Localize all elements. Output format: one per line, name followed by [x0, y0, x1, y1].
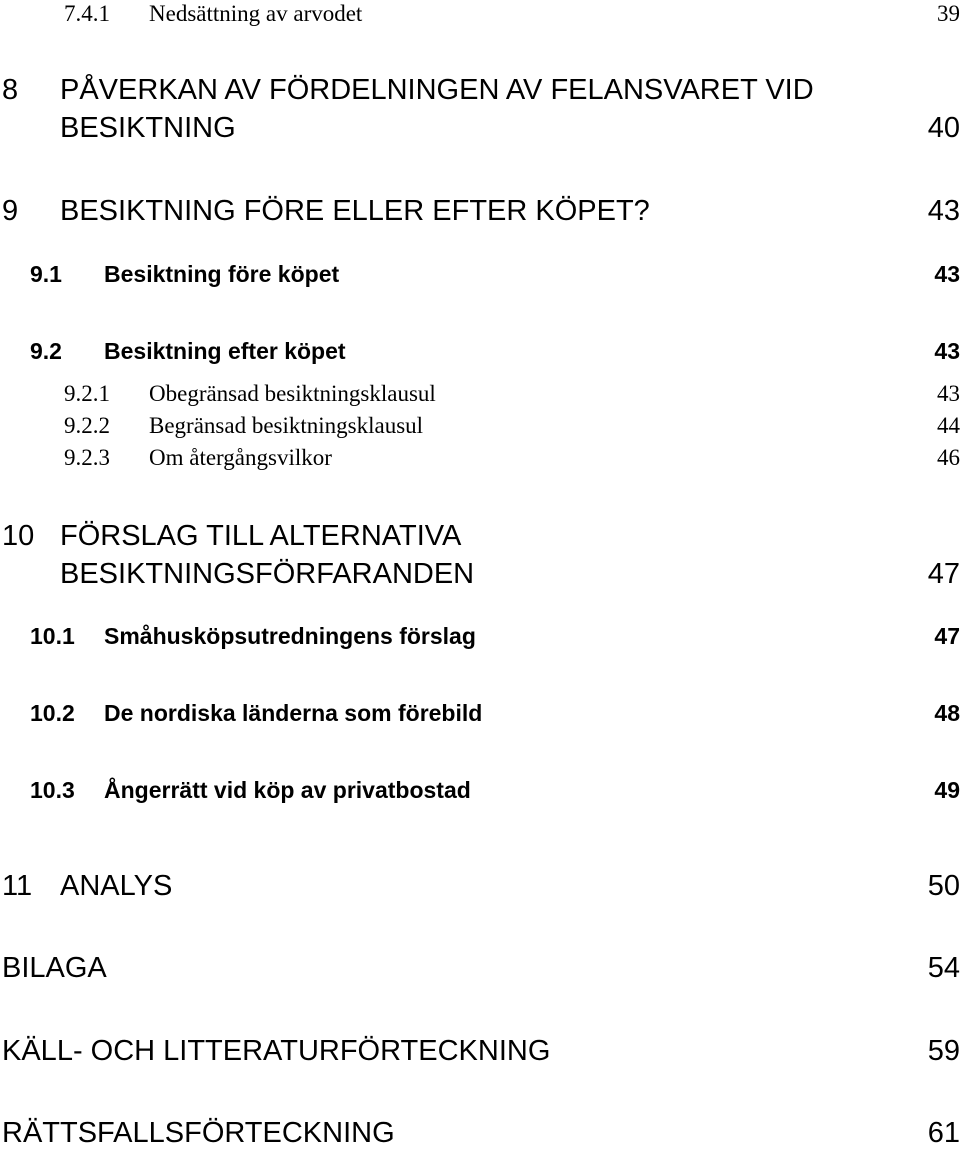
- toc-entry-number: 9.2.2: [64, 413, 110, 438]
- toc-entry-page: 43: [927, 195, 960, 227]
- toc-entry-page: 43: [934, 261, 960, 287]
- toc-entry-page: 50: [927, 870, 960, 902]
- toc-entry-title-line-1: PÅVERKAN AV FÖRDELNINGEN AV FELANSVARET VID: [60, 74, 814, 106]
- toc-entry-title: Begränsad besiktningsklausul: [149, 413, 424, 438]
- toc-entry-page: 40: [927, 112, 960, 144]
- toc-entry-title: Småhusköpsutredningens förslag: [104, 623, 476, 649]
- toc-entry-title: Obegränsad besiktningsklausul: [149, 381, 436, 406]
- toc-entry-title: Nedsättning av arvodet: [149, 1, 363, 26]
- toc-entry-page: 44: [937, 413, 960, 438]
- toc-entry-title: Ångerrätt vid köp av privatbostad: [104, 777, 471, 803]
- toc-entry-number: 9.2.1: [64, 381, 110, 406]
- toc-entry-number: 9.2: [30, 338, 62, 364]
- toc-entry-title: De nordiska länderna som förebild: [104, 700, 483, 726]
- toc-entry-title: KÄLL- OCH LITTERATURFÖRTECKNING: [2, 1035, 551, 1067]
- toc-entry-title: ANALYS: [60, 870, 173, 902]
- toc-entry-title: RÄTTSFALLSFÖRTECKNING: [2, 1117, 395, 1149]
- toc-entry-title: BESIKTNING FÖRE ELLER EFTER KÖPET?: [60, 195, 650, 227]
- toc-entry-page: 46: [937, 445, 960, 470]
- toc-entry-title-line-1: FÖRSLAG TILL ALTERNATIVA: [60, 520, 462, 552]
- toc-entry-number: 11: [2, 870, 33, 902]
- toc-entry-number: 10.1: [30, 623, 75, 649]
- toc-entry-page: 47: [934, 623, 960, 649]
- toc-entry-page: 61: [927, 1117, 960, 1149]
- toc-entry-page: 47: [927, 558, 960, 590]
- toc-entry-title: BILAGA: [2, 952, 107, 984]
- toc-entry-page: 48: [934, 700, 960, 726]
- toc-entry-title-line-2: BESIKTNING: [60, 112, 236, 144]
- toc-entry-number: 9.2.3: [64, 445, 110, 470]
- toc-entry-page: 49: [934, 777, 960, 803]
- toc-entry-number: 10: [2, 520, 35, 552]
- toc-entry-number: 9.1: [30, 261, 62, 287]
- toc-entry-number: 10.3: [30, 777, 75, 803]
- toc-entry-title-line-2: BESIKTNINGSFÖRFARANDEN: [60, 558, 475, 590]
- toc-entry-number: 7.4.1: [64, 1, 110, 26]
- toc-entry-page: 59: [927, 1035, 960, 1067]
- toc-entry-number: 10.2: [30, 700, 75, 726]
- toc-entry-page: 54: [927, 952, 960, 984]
- toc-entry-number: 9: [2, 195, 19, 227]
- toc-entry-page: 39: [937, 1, 960, 26]
- toc-entry-page: 43: [934, 338, 960, 364]
- toc-entry-title: Om återgångsvilkor: [149, 445, 332, 470]
- toc-entry-title: Besiktning efter köpet: [104, 338, 346, 364]
- toc-entry-number: 8: [2, 74, 19, 106]
- toc-entry-page: 43: [937, 381, 960, 406]
- toc-entry-title: Besiktning före köpet: [104, 261, 340, 287]
